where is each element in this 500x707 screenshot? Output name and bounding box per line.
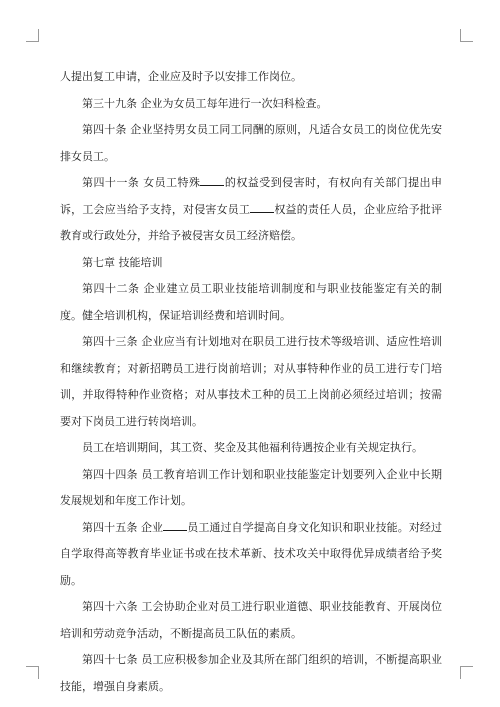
paragraph bbox=[60, 64, 442, 91]
fill-in-blank bbox=[200, 175, 224, 186]
paragraph bbox=[60, 594, 442, 647]
paragraph bbox=[60, 515, 442, 595]
paragraph-text: 第四十四条 员工教育培训工作计划和职业技能鉴定计划要列入企业中长期发展规划和年度工作计划。 bbox=[60, 467, 442, 507]
crop-mark-bottom-left bbox=[26, 666, 39, 679]
paragraph-text: 第四十五条 企业 bbox=[82, 520, 164, 534]
paragraph bbox=[60, 117, 442, 170]
paragraph-text: 员工通过自学提高自身文化知识和职业技能。对经过自学取得高等教育毕业证书或在技术革新、技术攻关中取得优异成绩者给予奖励。 bbox=[60, 520, 443, 587]
paragraph-text: 第四十条 企业坚持男女员工同工同酬的原则，凡适合女员工的岗位优先安排女员工。 bbox=[60, 123, 442, 163]
paragraph bbox=[60, 170, 442, 250]
paragraph-text: 第四十六条 工会协助企业对员工进行职业道德、职业技能教育、开展岗位培训和劳动竞争活动，不断提高员工队伍的素质。 bbox=[60, 600, 442, 640]
crop-mark-top-left bbox=[26, 29, 39, 42]
paragraph-text: 第四十三条 企业应当有计划地对在职员工进行技术等级培训、适应性培训和继续教育；对新招聘员工进行岗前培训；对从事特种作业的员工进行专门培训，并取得特种作业资格；对从事技术工种的员工上岗前必须经过培训；按需要对下岗员工进行转岗培训。 bbox=[60, 335, 442, 428]
paragraph-text: 的权益受到侵害时，有权向有关部门提出申诉，工会应当给予支持，对侵害女员工 bbox=[60, 176, 443, 216]
paragraph-text: 员工在培训期间，其工资、奖金及其他福利待遇按企业有关规定执行。 bbox=[82, 441, 423, 454]
paragraph-text: 第四十一条 女员工特殊 bbox=[82, 176, 201, 189]
paragraph bbox=[60, 435, 442, 462]
document-body bbox=[60, 64, 442, 700]
paragraph bbox=[60, 250, 442, 277]
paragraph bbox=[60, 462, 442, 515]
crop-mark-top-right bbox=[460, 29, 473, 42]
paragraph-text: 第四十二条 企业建立员工职业技能培训制度和与职业技能鉴定有关的制度。健全培训机构，保证培训经费和培训时间。 bbox=[60, 282, 442, 322]
paragraph-text: 第四十七条 员工应积极参加企业及其所在部门组织的培训，不断提高职业技能，增强自身素质。 bbox=[60, 653, 442, 693]
paragraph-text: 人提出复工申请，企业应及时予以安排工作岗位。 bbox=[60, 70, 302, 83]
crop-mark-bottom-right bbox=[460, 666, 473, 679]
paragraph-text: 权益的责任人员，企业应给予批评教育或行政处分，并给予被侵害女员工经济赔偿。 bbox=[60, 202, 442, 242]
paragraph-text: 第七章 技能培训 bbox=[82, 255, 163, 269]
paragraph-text: 第三十九条 企业为女员工每年进行一次妇科检查。 bbox=[82, 96, 328, 110]
fill-in-blank bbox=[250, 202, 274, 213]
paragraph bbox=[60, 329, 442, 435]
fill-in-blank bbox=[163, 520, 187, 531]
paragraph bbox=[60, 91, 442, 118]
paragraph bbox=[60, 276, 442, 329]
paragraph bbox=[60, 647, 442, 700]
